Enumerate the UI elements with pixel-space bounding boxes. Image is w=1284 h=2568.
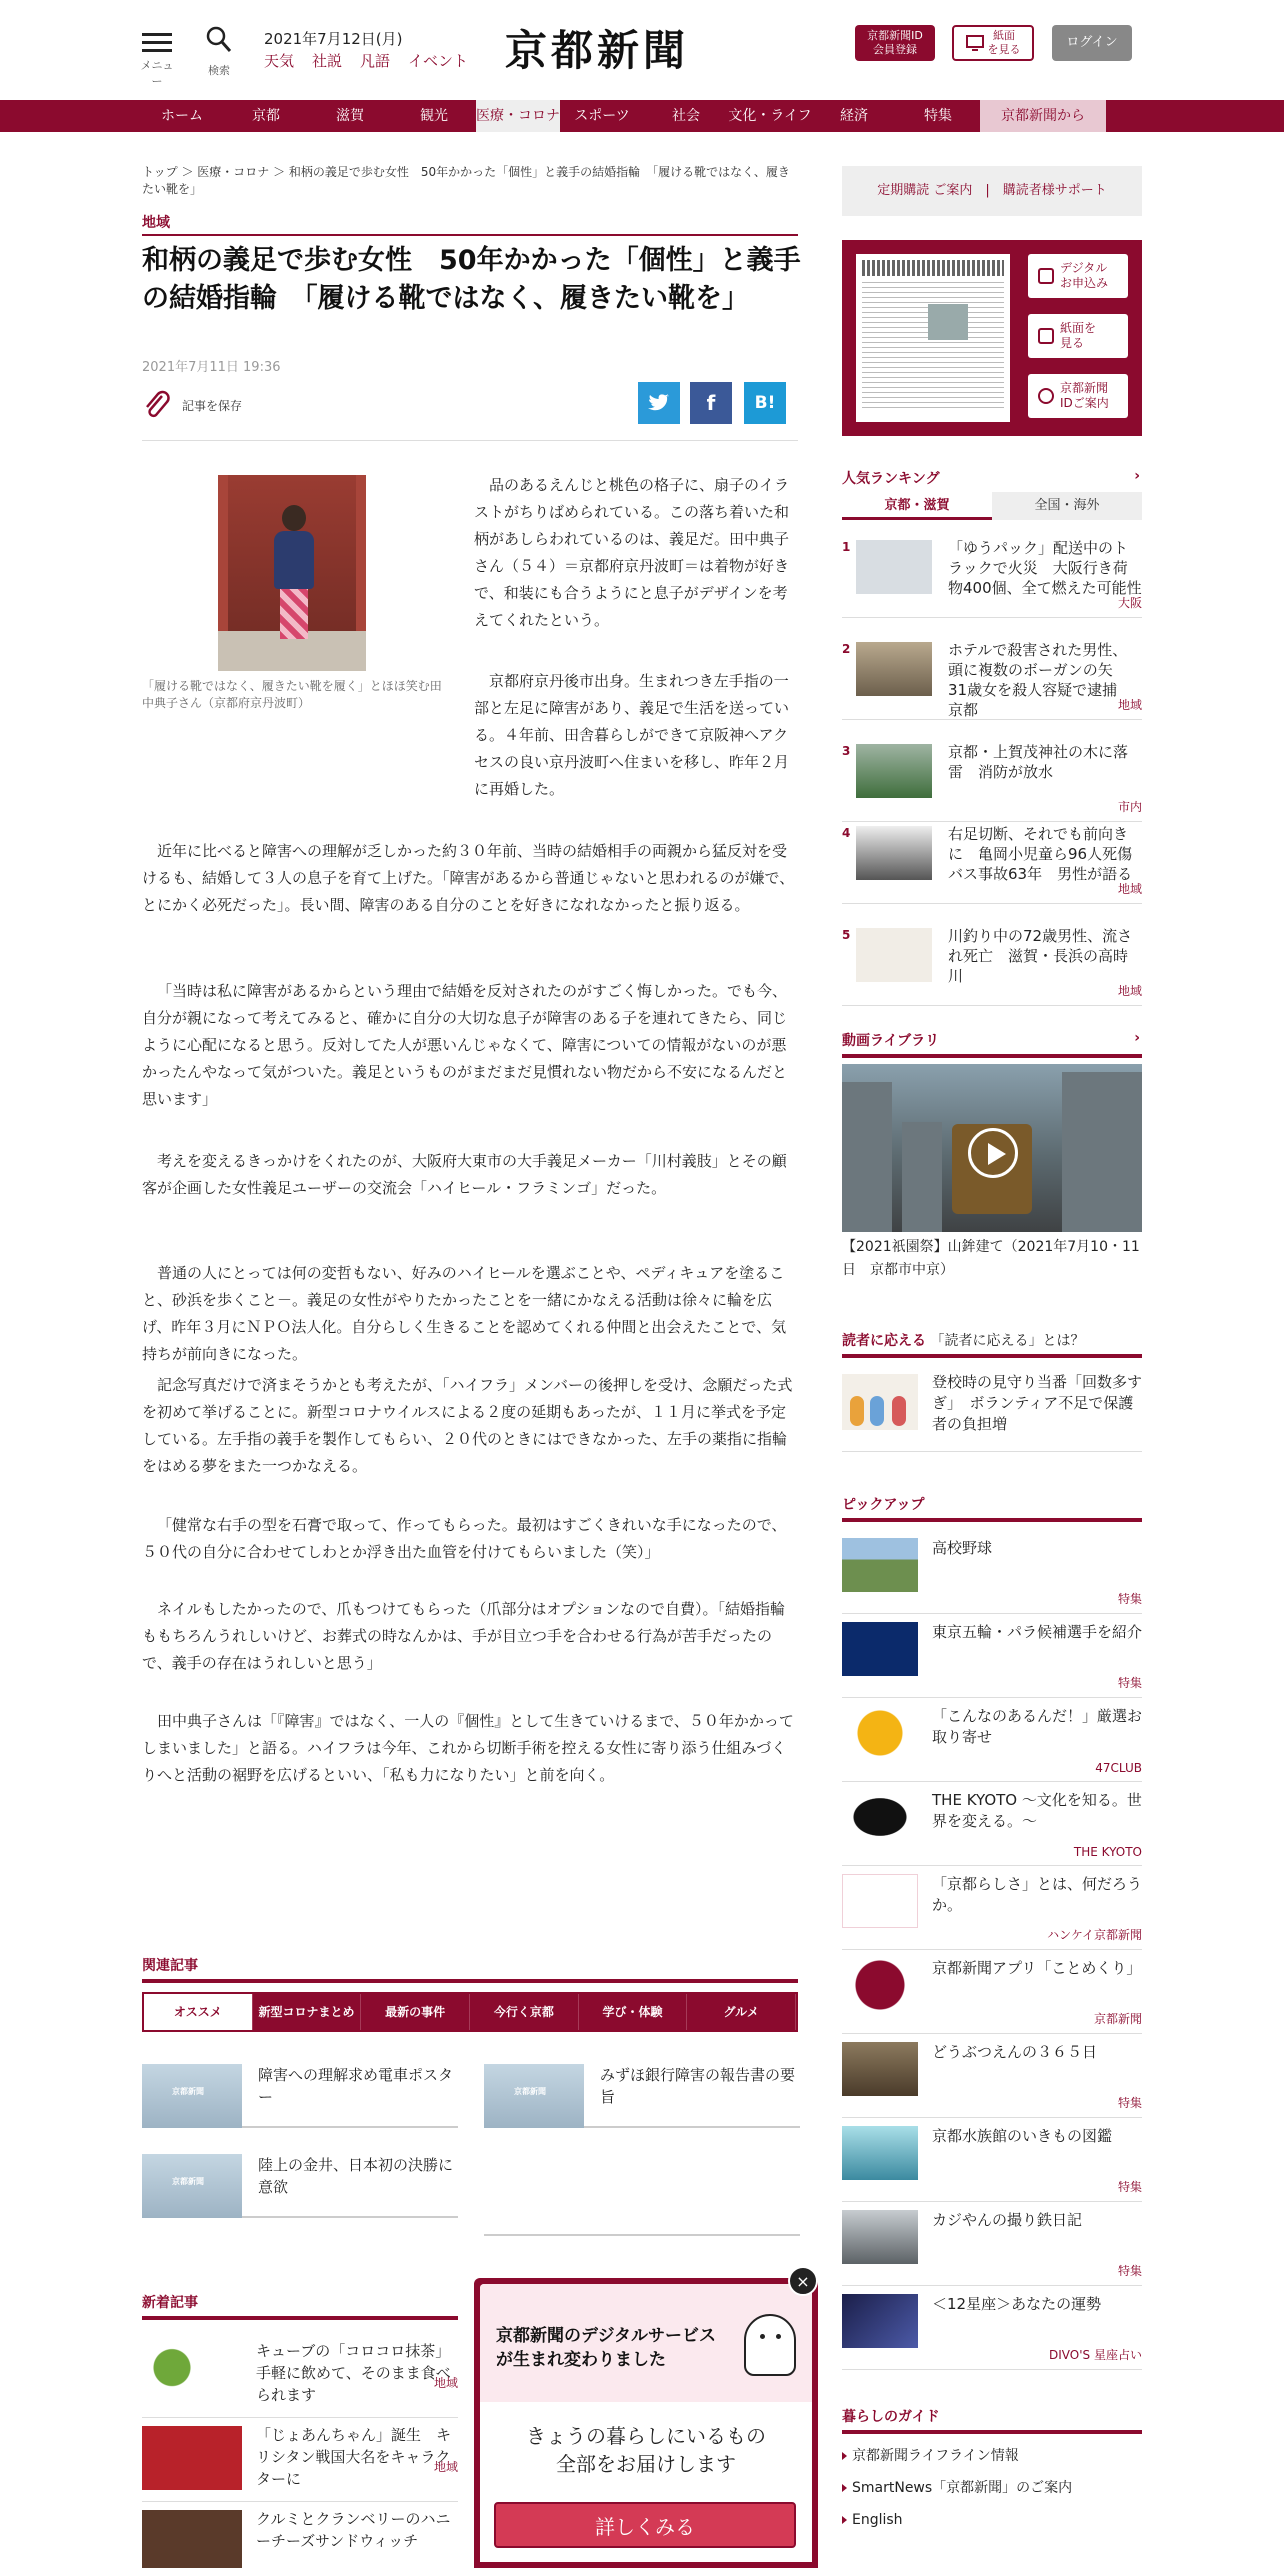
nav-home[interactable]: ホーム <box>161 108 203 124</box>
subscription-box[interactable]: 定期購読 ご案内 | 購読者様サポート <box>842 166 1142 216</box>
play-icon[interactable] <box>968 1128 1018 1178</box>
hamburger-icon <box>140 33 174 52</box>
nav-kyoto[interactable]: 京都 <box>252 108 280 124</box>
mascot-icon <box>744 2314 796 2376</box>
tab-kyoto-now[interactable]: 今行く京都 <box>470 1994 579 2030</box>
site-logo[interactable]: 京都新聞 <box>505 26 690 75</box>
nav-tourism[interactable]: 観光 <box>420 108 448 124</box>
facebook-share-button[interactable]: f <box>690 382 732 424</box>
article-date: 2021年7月11日 19:36 <box>142 360 281 375</box>
related-item[interactable] <box>484 2050 800 2128</box>
related-articles-title: 関連記事 <box>142 1955 798 1983</box>
bongo-link[interactable]: 凡語 <box>360 52 391 70</box>
article-paragraph: 京都府京丹後市出身。生まれつき左手指の一部と左足に障害があり、義足で生活を送っている。４年前、田舎暮らしができて京阪神へアクセスの良い京丹波町へ住まいを移し、昨年２月に再婚した。 <box>474 672 790 798</box>
digital-apply-button[interactable]: デジタル お申込み <box>1028 254 1128 298</box>
article-paragraph: 「当時は私に障害があるからという理由で結婚を反対されたのがすごく悔しかった。でも今、自分が親になって考えてみると、確かに自分の大切な息子が障害のある子を連れてきたら、同じように心配になると思う。反対してた人が悪いんじゃなくて、障害についての情報がないのが悪かったんやなって気がついた。義足というものがまだまだ見慣れない物だから不安になるんだと思います」 <box>142 982 788 1108</box>
ranking-item[interactable]: 1 「ゆうパック」配送中のトラックで火災 大阪行き荷物400個、全て燃えた可能性 大阪 <box>842 536 1142 618</box>
paper-promo <box>842 240 1142 436</box>
pickup-item[interactable]: 「京都らしさ」とは、何だろうか。 ハンケイ京都新聞 <box>842 1866 1142 1950</box>
new-article-thumbnail <box>142 2426 242 2490</box>
guide-link[interactable]: SmartNews「京都新聞」のご案内 <box>842 2472 1142 2504</box>
menu-button[interactable] <box>140 28 174 89</box>
save-article-button[interactable] <box>142 390 242 420</box>
article-paragraph: 品のあるえんじと桃色の格子に、扇子のイラストがちりばめられている。この落ち着いた和柄があしらわれているのは、義足だ。田中典子さん（５４）＝京都府京丹波町＝は着物が好きで、和装にも合うようにと息子がデザインを考えてくれたという。 <box>474 476 790 629</box>
monitor-icon <box>1038 328 1054 344</box>
login-button[interactable]: ログイン <box>1052 25 1132 61</box>
nav-shiga[interactable]: 滋賀 <box>336 108 364 124</box>
article-title: 和柄の義足で歩む女性 50年かかった「個性」と義手の結婚指輪 「履ける靴ではなく、履きたい靴を」 <box>142 245 801 314</box>
pickup-item[interactable]: 京都水族館のいきもの図鑑 特集 <box>842 2118 1142 2202</box>
guide-link[interactable]: 京都新聞ライフライン情報 <box>842 2440 1142 2472</box>
search-label: 検索 <box>208 64 230 77</box>
tab-incidents[interactable]: 最新の事件 <box>361 1994 470 2030</box>
photo-caption: 「履ける靴ではなく、履きたい靴を履く」とほほ笑む田中典子さん（京都府京丹波町） <box>142 679 442 710</box>
view-paper-button[interactable] <box>952 25 1034 61</box>
ranking-thumbnail <box>856 642 932 696</box>
menu-label: メニュー <box>140 59 174 88</box>
search-button[interactable] <box>202 26 236 78</box>
living-guide-title: 暮らしのガイド <box>842 2406 1142 2434</box>
popup-headline: 京都新聞のデジタルサービスが生まれ変わりました <box>480 2284 812 2402</box>
reader-answers-item[interactable]: 登校時の見守り当番「回数多すぎ」 ボランティア不足で保護者の負担増 <box>842 1372 1142 1452</box>
id-info-button[interactable]: 京都新聞 IDご案内 <box>1028 374 1128 418</box>
new-article-thumbnail <box>142 2342 242 2406</box>
reader-answers-title[interactable]: 読者に応える 「読者に応える」とは？ <box>842 1330 1142 1358</box>
nav-medical[interactable]: 医療・コロナ <box>476 100 560 132</box>
nav-society[interactable]: 社会 <box>672 108 700 124</box>
divider <box>142 440 798 441</box>
ranking-thumbnail <box>856 928 932 982</box>
pickup-item[interactable]: カジやんの撮り鉄日記 特集 <box>842 2202 1142 2286</box>
editorial-link[interactable]: 社説 <box>312 52 343 70</box>
article-paragraph: 田中典子さんは「『障害』ではなく、一人の『個性』として生きていけるまで、５０年かかってしまいました」と語る。ハイフラは今年、これから切断手術を控える女性に寄り添う仕組みづくりへと活動の裾野を広げるといい、「私も力になりたい」と前を向く。 <box>142 1712 794 1784</box>
ranking-thumbnail <box>856 540 932 594</box>
save-article-label: 記事を保存 <box>182 398 243 413</box>
article-photo[interactable] <box>218 475 366 671</box>
article-paragraph: 普通の人にとっては何の変哲もない、好みのハイヒールを選ぶことや、ペディキュアを塗ること、砂浜を歩くこと－。義足の女性がやりたかったことを一緒にかなえる活動は徐々に輪を広げ、昨年３月にＮＰＯ法人化。自分らしく生きることを認めてくれる仲間と出会えたことで、気持ちが前向きになった。 <box>142 1264 787 1363</box>
related-item[interactable] <box>142 2140 458 2218</box>
pickup-item[interactable]: どうぶつえんの３６５日 特集 <box>842 2034 1142 2118</box>
new-article-category: 地域 <box>433 2460 458 2474</box>
pickup-item[interactable]: THE KYOTO ～文化を知る。世界を変える。～ THE KYOTO <box>842 1782 1142 1866</box>
search-icon <box>206 26 232 54</box>
event-link[interactable]: イベント <box>408 52 469 70</box>
nav-from-kyoto[interactable]: 京都新聞から <box>980 100 1106 132</box>
nav-culture[interactable]: 文化・ライフ <box>728 108 812 124</box>
nav-features[interactable]: 特集 <box>924 108 952 124</box>
popup-body: きょうの暮らしにいるもの 全部をお届けします <box>526 2424 766 2476</box>
video-caption[interactable]: 【2021祇園祭】山鉾建て（2021年7月10・11日 京都市中京） <box>842 1239 1140 1278</box>
related-thumbnail: 京都新聞 <box>142 2064 242 2128</box>
pickup-item[interactable]: 京都新聞アプリ「ことめくり」 京都新聞 <box>842 1950 1142 2034</box>
twitter-icon <box>648 393 670 413</box>
view-paper-side-button[interactable]: 紙面を 見る <box>1028 314 1128 358</box>
header-date: 2021年7月12日(月) <box>264 30 403 48</box>
popup-details-button[interactable]: 詳しくみる <box>494 2502 796 2548</box>
weather-link[interactable]: 天気 <box>264 52 295 70</box>
twitter-share-button[interactable] <box>638 382 680 424</box>
chevron-right-icon: › <box>1134 1030 1140 1046</box>
breadcrumb[interactable]: トップ ＞ 医療・コロナ ＞ 和柄の義足で歩む女性 50年かかった「個性」と義手の結婚指輪 「履ける靴ではなく、履きたい靴を」 <box>142 165 790 196</box>
related-thumbnail: 京都新聞 <box>142 2154 242 2218</box>
ranking-item[interactable]: 4 右足切断、それでも前向きに 亀岡小児童ら96人死傷バス事故63年 男性が語る 地域 <box>842 822 1142 904</box>
member-register-button[interactable] <box>855 25 935 61</box>
paperclip-icon <box>142 390 172 420</box>
new-article-title: キューブの「コロコロ抹茶」 手軽に飲めて、そのまま食べられます <box>256 2342 458 2404</box>
nav-economy[interactable]: 経済 <box>840 108 868 124</box>
ranking-thumbnail <box>856 826 932 880</box>
ranking-item[interactable]: 2 ホテルで殺害された男性、頭に複数のボーガンの矢 31歳女を殺人容疑で逮捕 京都 地域 <box>842 638 1142 720</box>
tab-recommended[interactable]: オススメ <box>144 1994 253 2030</box>
tab-kyoto-shiga[interactable]: 京都・滋賀 <box>842 492 992 520</box>
article-paragraph: 近年に比べると障害への理解が乏しかった約３０年前、当時の結婚相手の両親から猛反対を受けるも、結婚して３人の息子を育て上げた。「障害があるから普通じゃないと思われるのが嫌で、とにかく必死だった」。長い間、障害のある自分のことを好きになれなかったと振り返る。 <box>142 842 795 914</box>
ranking-item[interactable]: 5 川釣り中の72歳男性、流され死亡 滋賀・長浜の高時川 地域 <box>842 924 1142 1006</box>
digital-service-popup <box>474 2278 818 2568</box>
info-icon <box>1038 388 1054 404</box>
tab-learning[interactable]: 学び・体験 <box>579 1994 688 2030</box>
close-icon[interactable]: × <box>788 2266 818 2296</box>
related-item-title: 陸上の金井、日本初の決勝に意欲 <box>258 2156 454 2196</box>
pickup-item[interactable]: 「こんなのあるんだ！」厳選お取り寄せ 47CLUB <box>842 1698 1142 1782</box>
tab-gourmet[interactable]: グルメ <box>687 1994 796 2030</box>
new-article-item[interactable] <box>142 2418 458 2502</box>
guide-link[interactable]: English <box>842 2504 1142 2536</box>
new-article-thumbnail <box>142 2510 242 2568</box>
new-article-title: クルミとクランベリーのハニーチーズサンドウィッチ <box>256 2510 451 2550</box>
site-header <box>0 0 1284 100</box>
main-nav <box>0 100 1284 132</box>
article-section[interactable]: 地域 <box>142 212 798 236</box>
ranking-title[interactable]: 人気ランキング › <box>842 468 1142 496</box>
tab-national[interactable]: 全国・海外 <box>992 492 1142 520</box>
living-guide-list <box>842 2440 1142 2536</box>
related-item-empty <box>484 2140 800 2236</box>
view-paper-label: 紙面 を見る <box>987 29 1021 56</box>
pickup-item[interactable]: 東京五輪・パラ候補選手を紹介 特集 <box>842 1614 1142 1698</box>
illustration-thumbnail <box>842 1374 918 1430</box>
new-article-title: 「じょあんちゃん」誕生 キリシタン戦国大名をキャラクターに <box>256 2426 452 2488</box>
pickup-title: ピックアップ <box>842 1494 1142 1522</box>
newspaper-icon <box>966 35 984 51</box>
chevron-right-icon: › <box>1134 468 1140 484</box>
related-thumbnail: 京都新聞 <box>484 2064 584 2128</box>
video-library-title[interactable]: 動画ライブラリ › <box>842 1030 1142 1058</box>
ranking-tabs <box>842 492 1142 520</box>
hatena-bookmark-button[interactable]: B! <box>744 382 786 424</box>
related-item-title: 障害への理解求め電車ポスター <box>258 2066 454 2106</box>
article-paragraph: 記念写真だけで済まそうかとも考えたが、「ハイフラ」メンバーの後押しを受け、念願だった式を初めて挙げることに。新型コロナウイルスによる２度の延期もあったが、１１月に挙式を予定している。左手指の義手を製作してもらい、２０代のときにはできなかった、左手の薬指に指輪をはめる夢をまた一つかなえる。 <box>142 1376 793 1475</box>
ranking-item[interactable]: 3 京都・上賀茂神社の木に落雷 消防が放水 市内 <box>842 740 1142 822</box>
new-article-item[interactable] <box>142 2334 458 2418</box>
pickup-item[interactable]: ＜12星座＞あなたの運勢 DIVO'S 星座占い <box>842 2286 1142 2370</box>
nav-sports[interactable]: スポーツ <box>574 108 630 124</box>
video-player[interactable] <box>842 1064 1142 1232</box>
member-register-label: 京都新聞ID 会員登録 <box>867 29 923 56</box>
pickup-item[interactable]: 高校野球 特集 <box>842 1530 1142 1614</box>
new-article-category: 地域 <box>433 2376 458 2390</box>
new-articles-title: 新着記事 <box>142 2292 458 2320</box>
tablet-icon <box>1038 268 1054 284</box>
ranking-thumbnail <box>856 744 932 798</box>
article-paragraph-wrap <box>474 668 798 798</box>
header-links <box>264 50 486 71</box>
article-paragraph: 考えを変えるきっかけをくれたのが、大阪府大東市の大手義足メーカー「川村義肢」とその顧客が企画した女性義足ユーザーの交流会「ハイヒール・フラミンゴ」だった。 <box>142 1152 787 1197</box>
newspaper-preview[interactable] <box>856 254 1010 422</box>
new-article-item[interactable] <box>142 2502 458 2568</box>
related-item-title: みずほ銀行障害の報告書の要旨 <box>600 2066 796 2106</box>
related-tabs <box>142 1992 798 2032</box>
tab-covid[interactable]: 新型コロナまとめ <box>253 1994 362 2030</box>
article-paragraph: 「健常な右手の型を石膏で取って、作ってもらった。最初はすごくきれいな手になったので、５０代の自分に合わせてしわとか浮き出た血管を付けてもらいました（笑）」 <box>142 1516 787 1561</box>
related-item[interactable] <box>142 2050 458 2128</box>
article-paragraph: ネイルもしたかったので、爪もつけてもらった（爪部分はオプションなので自費）。「結婚指輪ももちろんうれしいけど、お葬式の時なんかは、手が目立つ手を合わせる行為が苦手だったので、義手の存在はうれしいと思う」 <box>142 1600 786 1672</box>
